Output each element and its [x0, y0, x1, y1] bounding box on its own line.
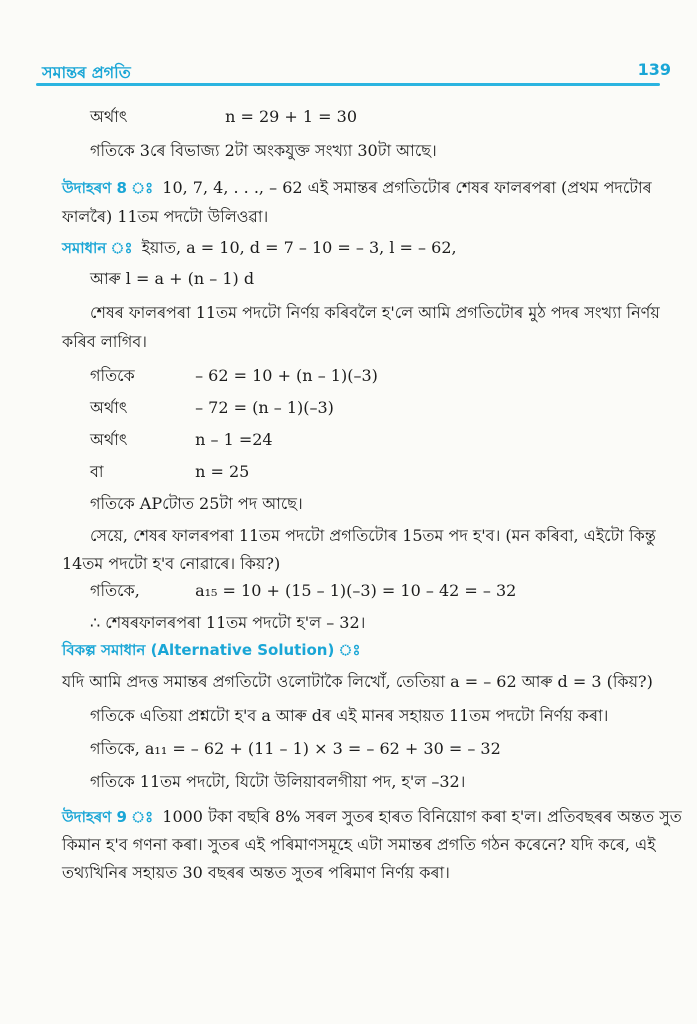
page-number: 139	[637, 60, 671, 79]
para-15th-term: সেয়ে, শেষৰ ফালৰপৰা 11তম পদটো প্ৰগতিটোৰ 15তম পদ হ'ব। (মন কৰিবা, এইটো কিন্তু	[90, 526, 656, 545]
para-15th-term-cont: 14তম পদটো হ'ব নোৱাৰে। কিয়?)	[62, 554, 281, 573]
eq-row-4	[90, 461, 249, 483]
line-result	[90, 106, 357, 128]
eq-row-3-label: অৰ্থাৎ	[90, 430, 128, 449]
eq-row-2-label: অৰ্থাৎ	[90, 398, 128, 417]
para-last-term-cont: কৰিব লাগিব।	[62, 332, 148, 351]
solution	[62, 237, 457, 259]
para-last-term: শেষৰ ফালৰপৰা 11তম পদটো নিৰ্ণয় কৰিবলৈ হ'লে আমি প্ৰগতিটোৰ মুঠ পদৰ সংখ্যা নিৰ্ণয়	[90, 303, 660, 322]
formula-l: আৰু l = a + (n – 1) d	[90, 269, 255, 288]
alt-line-1: যদি আমি প্ৰদত্ত সমান্তৰ প্ৰগতিটো ওলোটাকৈ লিখোঁ, তেতিয়া a = – 62 আৰু d = 3 (কিয়?)	[62, 672, 653, 691]
eq-row-1-label: গতিকে	[90, 366, 135, 385]
ap-terms-statement: গতিকে APটোত 25টা পদ আছে।	[90, 494, 303, 513]
example-8-text-cont: ফালৰৈ) 11তম পদটো উলিওৱা।	[62, 207, 269, 226]
eq-row-1-math: – 62 = 10 + (n – 1)(–3)	[195, 366, 378, 385]
example-9-text-cont: কিমান হ'ব গণনা কৰা। সুতৰ এই পৰিমাণসমূহে এটা সমান্তৰ প্ৰগতি গঠন কৰেনে? যদি কৰে, এই	[62, 835, 656, 854]
eq-row-2	[90, 397, 334, 419]
eq-row-3	[90, 429, 273, 451]
eq-row-5-label: গতিকে,	[90, 581, 140, 600]
alt-line-4: গতিকে 11তম পদটো, যিটো উলিয়াবলগীয়া পদ, হ'ল –32।	[90, 772, 466, 791]
header-rule	[36, 83, 660, 86]
eq-row-2-math: – 72 = (n – 1)(–3)	[195, 398, 334, 417]
example-9-text: 1000 টকা বছৰি 8% সৰল সুতৰ হাৰত বিনিয়োগ কৰা হ'ল। প্ৰতিবছৰৰ অন্তত সুত	[162, 807, 682, 826]
eq-row-1	[90, 365, 378, 387]
example-9	[62, 806, 682, 828]
therefore-line: ∴ শেষৰফালৰপৰা 11তম পদটো হ'ল – 32।	[90, 613, 366, 632]
solution-text: ইয়াত, a = 10, d = 7 – 10 = – 3, l = – 62,	[141, 238, 457, 257]
example-8-label: উদাহৰণ 8 ঃ	[62, 179, 154, 197]
example-8	[62, 177, 652, 199]
example-9-label: উদাহৰণ 9 ঃ	[62, 808, 154, 826]
alt-line-2: গতিকে এতিয়া প্ৰশ্নটো হ'ব a আৰু dৰ এই মানৰ সহায়ত 11তম পদটো নিৰ্ণয় কৰা।	[90, 706, 609, 725]
result-equation: n = 29 + 1 = 30	[225, 107, 358, 126]
solution-label: সমাধান ঃ	[62, 239, 133, 257]
alternative-solution-label: বিকল্প সমাধান (Alternative Solution) ঃ	[62, 641, 361, 659]
result-label: অৰ্থাৎ	[90, 107, 128, 126]
eq-row-3-math: n – 1 =24	[195, 430, 273, 449]
chapter-title: সমান্তৰ প্ৰগতি	[42, 63, 131, 82]
line-conclusion: গতিকে 3ৰে বিভাজ্য 2টা অংকযুক্ত সংখ্যা 30টা আছে।	[90, 141, 437, 160]
eq-row-4-math: n = 25	[195, 462, 250, 481]
example-8-text: 10, 7, 4, . . ., – 62 এই সমান্তৰ প্ৰগতিটোৰ শেষৰ ফালৰপৰা (প্ৰথম পদটোৰ	[162, 178, 652, 197]
eq-row-5	[90, 580, 516, 602]
example-9-text-cont-2: তথ্যখিনিৰ সহায়ত 30 বছৰৰ অন্তত সুতৰ পৰিমাণ নিৰ্ণয় কৰা।	[62, 863, 450, 882]
alt-line-3: গতিকে, a₁₁ = – 62 + (11 – 1) × 3 = – 62 + 30 = – 32	[90, 739, 501, 758]
eq-row-4-label: বা	[90, 462, 104, 481]
alternative-solution-heading	[62, 639, 365, 661]
eq-row-5-math: a₁₅ = 10 + (15 – 1)(–3) = 10 – 42 = – 32	[195, 581, 517, 600]
